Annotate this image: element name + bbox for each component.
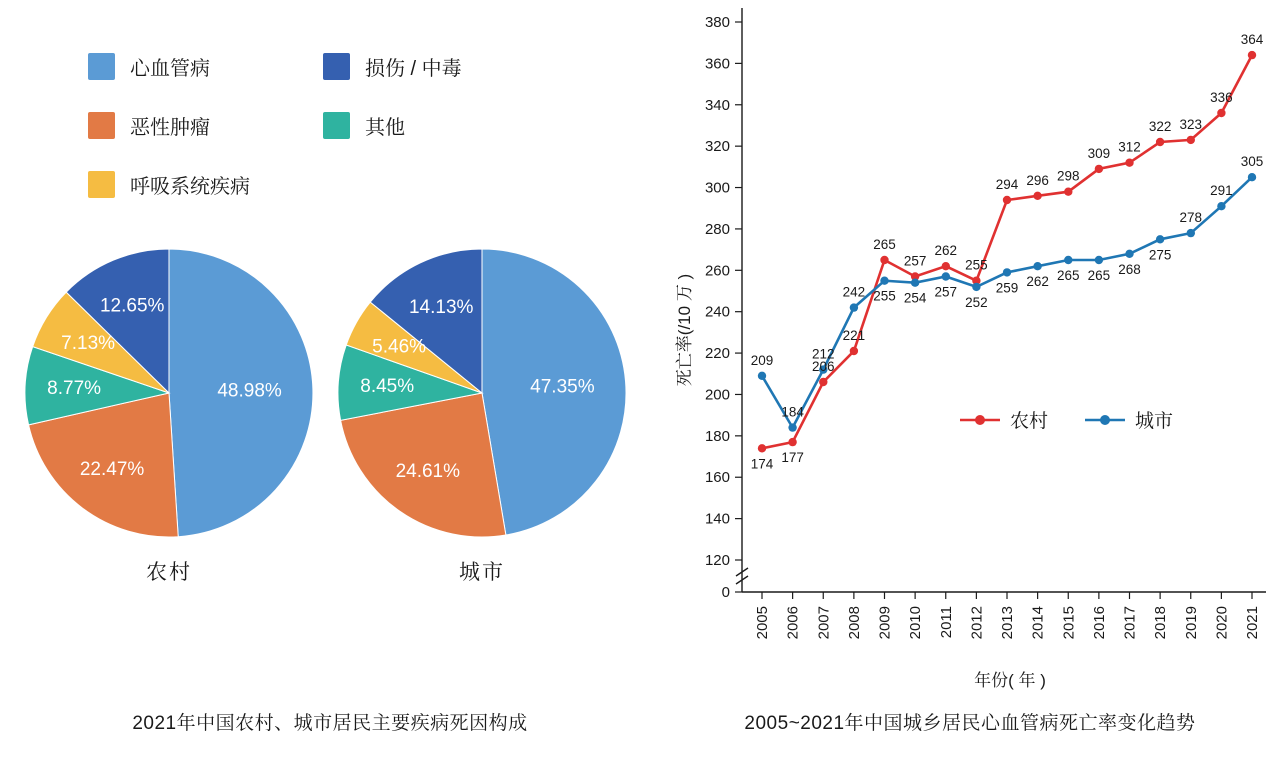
- data-point: [942, 272, 950, 280]
- pie-slice-label: 47.35%: [530, 376, 595, 398]
- data-label: 265: [1057, 268, 1080, 283]
- right-figure-caption: 2005~2021年中国城乡居民心血管病死亡率变化趋势: [744, 713, 1196, 734]
- legend-marker-urban: [1100, 415, 1110, 425]
- data-label: 252: [965, 294, 988, 310]
- data-point: [1217, 202, 1225, 210]
- pie-slice-label: 5.46%: [372, 336, 427, 358]
- data-label: 177: [781, 450, 804, 466]
- data-point: [1033, 262, 1041, 270]
- data-label: 206: [812, 359, 835, 374]
- data-label: 309: [1087, 145, 1111, 161]
- data-label: 259: [995, 280, 1019, 296]
- x-tick-label: 2019: [1182, 606, 1200, 640]
- data-label: 262: [934, 243, 958, 259]
- pie-slice-label: 8.77%: [47, 378, 102, 399]
- data-point: [1156, 138, 1164, 146]
- pie-slice-label: 14.13%: [408, 297, 474, 319]
- data-label: 242: [842, 284, 866, 300]
- data-point: [788, 423, 796, 431]
- legend-row: [88, 111, 558, 140]
- line-chart-svg: [660, 0, 1280, 700]
- x-tick-label: 2006: [784, 606, 802, 640]
- data-label: 291: [1210, 183, 1233, 199]
- pie-slice-label: 22.47%: [79, 459, 145, 481]
- data-point: [758, 444, 766, 452]
- y-tick-label: 340: [704, 96, 730, 114]
- pie-urban-title: 城市: [459, 561, 505, 584]
- data-label: 255: [873, 288, 896, 304]
- pie-legend: [88, 52, 558, 229]
- legend-swatch-icon: [88, 171, 115, 198]
- data-label: 174: [750, 456, 774, 472]
- legend-label: 恶性肿瘤: [130, 117, 210, 139]
- legend-item-cardiovascular: [88, 52, 323, 81]
- data-point: [1187, 136, 1195, 144]
- legend-label: 损伤 / 中毒: [365, 58, 462, 80]
- legend-swatch-icon: [88, 112, 115, 139]
- legend-swatch-icon: [323, 112, 350, 139]
- data-label: 221: [842, 328, 866, 343]
- data-point: [1187, 229, 1195, 237]
- x-tick-label: 2008: [845, 606, 863, 640]
- x-tick-label: 2017: [1121, 606, 1139, 640]
- data-label: 305: [1240, 154, 1264, 170]
- legend-item-empty: [323, 170, 558, 199]
- data-label: 257: [903, 253, 927, 269]
- x-tick-label: 2016: [1090, 606, 1108, 640]
- pie-slice-label: 7.13%: [61, 333, 116, 355]
- data-label: 275: [1148, 247, 1172, 263]
- y-tick-label: 380: [704, 14, 730, 31]
- pie-slice-label: 8.45%: [360, 375, 415, 397]
- x-tick-label: 2018: [1152, 606, 1170, 640]
- data-point: [1125, 250, 1133, 258]
- x-tick-label: 2013: [999, 606, 1016, 640]
- data-label: 265: [873, 237, 896, 252]
- y-tick-label: 200: [704, 386, 730, 404]
- legend-swatch-icon: [88, 53, 115, 80]
- data-point: [1003, 196, 1011, 204]
- data-label: 257: [934, 284, 958, 300]
- data-point: [758, 372, 766, 380]
- legend-row: [88, 52, 558, 81]
- data-point: [1003, 268, 1011, 276]
- data-point: [880, 277, 888, 285]
- y-tick-label: 120: [704, 552, 730, 569]
- y-tick-label: 140: [704, 510, 730, 528]
- line-chart-panel: [660, 0, 1280, 764]
- legend-label: 呼吸系统疾病: [130, 176, 250, 198]
- pie-chart-urban: [337, 248, 627, 586]
- y-tick-label: 320: [704, 138, 730, 156]
- x-axis-title: 年份( 年 ): [974, 671, 1046, 690]
- y-axis-title: 死亡率(/10 万 ): [675, 273, 694, 387]
- y-tick-label: 240: [704, 303, 730, 321]
- legend-marker-rural: [975, 415, 985, 425]
- y-tick-label: 300: [704, 179, 730, 197]
- x-tick-label: 2007: [815, 606, 833, 640]
- data-label: 212: [812, 346, 835, 362]
- data-point: [1217, 109, 1225, 117]
- y-tick-label: 220: [704, 345, 730, 363]
- data-label: 294: [995, 177, 1019, 192]
- legend-item-other: [323, 111, 558, 140]
- data-point: [1095, 256, 1103, 264]
- pie-urban-svg: [337, 248, 627, 538]
- data-label: 336: [1210, 90, 1233, 105]
- data-point: [850, 303, 858, 311]
- y-tick-label: 280: [704, 220, 730, 238]
- data-label: 312: [1118, 139, 1141, 155]
- data-label: 268: [1118, 261, 1141, 277]
- y-tick-label: 0: [721, 584, 730, 601]
- data-point: [1064, 256, 1072, 264]
- y-tick-label: 180: [704, 427, 730, 445]
- data-label: 255: [965, 257, 988, 273]
- pie-rural-title: 农村: [146, 561, 192, 584]
- data-label: 323: [1179, 116, 1203, 132]
- x-tick-label: 2005: [754, 606, 771, 640]
- data-point: [819, 378, 827, 386]
- data-label: 298: [1057, 168, 1080, 184]
- legend-item-cancer: [88, 111, 323, 140]
- x-tick-label: 2014: [1029, 606, 1047, 640]
- legend-label: 心血管病: [130, 58, 210, 80]
- x-tick-label: 2020: [1213, 606, 1231, 640]
- data-point: [1156, 235, 1164, 243]
- data-point: [1248, 173, 1256, 181]
- legend-item-respiratory: [88, 170, 323, 199]
- y-tick-label: 260: [704, 262, 730, 280]
- data-label: 364: [1240, 32, 1264, 48]
- data-point: [1095, 165, 1103, 173]
- x-tick-label: 2021: [1244, 606, 1261, 640]
- left-figure-caption: 2021年中国农村、城市居民主要疾病死因构成: [132, 713, 528, 734]
- legend-item-injury: [323, 52, 558, 81]
- data-point: [880, 256, 888, 264]
- data-label: 265: [1087, 268, 1111, 283]
- data-label: 209: [750, 352, 774, 368]
- pie-rural-svg: [24, 248, 314, 538]
- x-tick-label: 2009: [876, 606, 894, 640]
- x-tick-label: 2010: [907, 606, 925, 640]
- data-label: 296: [1026, 172, 1049, 188]
- data-label: 254: [903, 290, 927, 306]
- legend-swatch-icon: [323, 53, 350, 80]
- x-tick-label: 2012: [968, 606, 986, 640]
- data-point: [942, 262, 950, 270]
- legend-label-urban: 城市: [1135, 411, 1174, 432]
- pie-slice-label: 12.65%: [99, 295, 165, 317]
- data-point: [911, 279, 919, 287]
- data-point: [972, 283, 980, 291]
- data-point: [1125, 159, 1133, 167]
- data-label: 184: [781, 404, 804, 420]
- pie-slice-label: 48.98%: [217, 380, 282, 402]
- pie-chart-rural: [24, 248, 314, 586]
- series-line-rural: [762, 55, 1252, 448]
- y-tick-label: 160: [704, 469, 730, 487]
- data-point: [1033, 192, 1041, 200]
- data-point: [1248, 51, 1256, 59]
- series-line-urban: [762, 177, 1252, 427]
- data-label: 278: [1179, 210, 1203, 226]
- data-label: 262: [1026, 274, 1049, 290]
- legend-row: [88, 170, 558, 199]
- data-point: [788, 438, 796, 446]
- x-tick-label: 2015: [1060, 606, 1078, 640]
- y-tick-label: 360: [704, 55, 730, 73]
- legend-label-rural: 农村: [1010, 411, 1049, 432]
- data-point: [1064, 188, 1072, 196]
- data-point: [850, 347, 858, 355]
- pie-slice-label: 24.61%: [395, 461, 461, 483]
- data-label: 322: [1148, 119, 1172, 134]
- x-tick-label: 2011: [937, 606, 955, 639]
- legend-label: 其他: [365, 117, 405, 139]
